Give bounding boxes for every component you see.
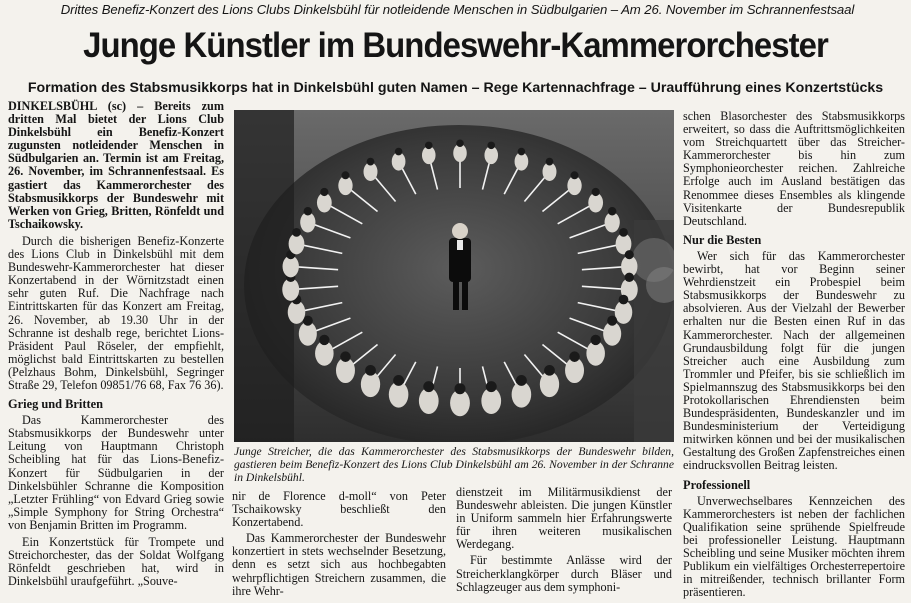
lead-paragraph: DINKELSBÜHL (sc) – Bereits zum dritten Mal bietet der Lions Club Dinkelsbühl ein Benefiz-Konzert zugunsten notleidender Menschen in Südbulgarien an. Termin ist am Freitag, 26. November, im Schrannenfestsaal. Es gastiert das Kammerorchester des Stabsmusikkorps der Bundeswehr mit Werken von Grieg, Britten, Rönfeldt und Tschaikowsky. [8,99,224,231]
kicker: Drittes Benefiz-Konzert des Lions Clubs Dinkelsbühl für notleidende Menschen in Südbulgarien – Am 26. November im Schrannenfestsaal [60,2,855,17]
paragraph: Ein Konzertstück für Trompete und Streichorchester, das der Soldat Wolfgang Rönfeldt geschrieben hat, wird in Dinkelsbühl uraufgeführt. „Souve- [8,535,224,589]
section-heading: Professionell [683,477,751,492]
column-2 [232,490,446,601]
orchestra-photo [234,110,674,442]
paragraph: Durch die bisherigen Benefiz-Konzerte des Lions Club in Dinkelsbühl mit dem Bundeswehr-Kammerorchester hat dieser Konzertabend in der Wörnitzstadt einen sehr guten Ruf. Die Nachfrage nach Eintrittskarten für das Konzert am Freitag, 26. November, ab 19.30 Uhr in der Schranne ist deshalb rege, berichtet Lions-Präsident Paul Röseler, der empfiehlt, möglichst bald Eintrittskarten zu bestellen (Pelzhaus Bohm, Dinkelsbühl, Segringer Straße 29, Telefon 09851/76 68, Fax 76 36). [8,233,224,392]
paragraph: Für bestimmte Anlässe wird der Streicherklangkörper durch Bläser und Schlagzeuger aus dem symphoni- [456,553,672,594]
subheadline: Formation des Stabsmusikkorps hat in Dinkelsbühl guten Namen – Rege Kartennachfrage – Uraufführung eines Konzertstücks [27,80,884,96]
paragraph: Wer sich für das Kammerorchester bewirbt, hat vor Beginn seiner Wehrdienstzeit ein Probespiel beim Stabsmusikkorps der Bundeswehr zu absolvieren. Aus der Vielzahl der Bewerber erhalten nur die Besten einen Ruf in das Kammerorchester. Nach der allgemeinen Grundausbildung folgt für die jungen Streicher auch eine Ausbildung zum Trommler und Pfeifer, bis sie schließlich im Spielmannszug des Stabsmusikkorps bei den Protokollarischen Ehrendiensten beim Bundespräsidenten, Bundeskanzler und im Bundesministerium der Verteidigung mitwirken können und bei der musikalischen Gestaltung des Großen Zapfenstreiches einen eindrucksvollen Beitrag leisten. [683,248,905,473]
column-4 [683,110,905,603]
paragraph: Das Kammerorchester der Bundeswehr konzertiert in stets wechselnder Besetzung, denn es setzt sich aus hochbegabten wehrpflichtigen Streichern zusammen, die ihre Wehr- [232,531,446,598]
column-1 [8,100,224,592]
photo-caption: Junge Streicher, die das Kammerorchester des Stabsmusikkorps der Bundeswehr bilden, gastieren beim Benefiz-Konzert des Lions Club Dinkelsbühl am 26. November in der Schranne in Dinkelsbühl. [234,445,674,484]
column-3 [456,486,672,597]
orchestra-photo-graphic [234,110,674,442]
section-heading: Nur die Besten [683,232,762,247]
paragraph: nir de Florence d-moll“ von Peter Tschaikowsky beschließt den Konzertabend. [232,489,446,530]
headline: Junge Künstler im Bundeswehr-Kammerorchester [83,26,828,65]
paragraph: Unverwechselbares Kennzeichen des Kammerorchesters ist neben der fachlichen Qualifikation seine sprühende Spielfreude bei professioneller Leistung. Hauptmann Scheibling und seine Musiker möchten ihrem Publikum ein vielfältiges Orchesterrepertoire in mitreißender, technisch brillanter Form präsentieren. [683,493,905,600]
section-heading: Grieg und Britten [8,397,103,412]
paragraph: schen Blasorchester des Stabsmusikkorps erweitert, so dass die Auftrittsmöglichkeiten vom Streichquartett über das Streicher-Kammerorchester bis hin zum Symphonieorchester reichen. Zahlreiche Erfolge auch im Ausland bestätigen das Renommee dieses Ensembles als klingende Visitenkarte der Bundesrepublik Deutschland. [683,109,905,228]
paragraph: Das Kammerorchester des Stabsmusikkorps der Bundeswehr unter Leitung von Hauptmann Christoph Scheibling hat für das Lions-Benefiz-Konzert für Südbulgarien in der Dinkelsbühler Schranne die Komposition „Letzter Frühling“ von Edvard Grieg sowie „Simple Symphony for String Orchestra“ von Benjamin Britten im Programm. [8,413,224,532]
paragraph: dienstzeit im Militärmusikdienst der Bundeswehr ableisten. Die jungen Künstler in Uniform sammeln hier Erfahrungswerte für ihren weiteren musikalischen Werdegang. [456,485,672,552]
